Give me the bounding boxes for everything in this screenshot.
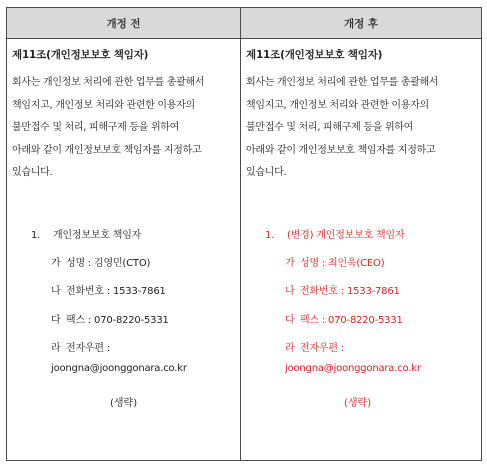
before-name-marker: 가 (51, 258, 61, 269)
before-phone-marker: 나 (51, 286, 61, 297)
before-para-line: 책임지고, 개인정보 처리와 관련한 이용자의 (12, 99, 195, 111)
after-article-title: 제11조(개인정보보호 책임자) (246, 49, 383, 61)
table-content-row (7, 39, 482, 461)
after-omitted: (생략) (344, 398, 372, 409)
before-para-line: 아래와 같이 개인정보보호 책임자를 지정하고 (12, 144, 202, 156)
table-header-row (7, 8, 482, 39)
before-item-number: 1. (31, 230, 41, 241)
after-fax: 팩스 : 070-8220-5331 (300, 315, 403, 326)
after-name-marker: 가 (285, 258, 295, 269)
after-para-line: 불만접수 및 처리, 피해구제 등을 위하여 (246, 122, 414, 133)
before-para-line: 불만접수 및 처리, 피해구제 등을 위하여 (12, 122, 180, 133)
before-phone: 전화번호 : 1533-7861 (66, 286, 166, 297)
after-paragraph (246, 72, 474, 185)
after-phone-line (285, 282, 400, 297)
before-omitted: (생략) (110, 398, 138, 409)
comparison-table (6, 7, 482, 461)
after-para-line: 아래와 같이 개인정보보호 책임자를 지정하고 (246, 144, 436, 156)
after-item-number: 1. (265, 230, 275, 241)
header-after: 개정 후 (241, 8, 482, 39)
after-email-label: 전자우편 : (300, 343, 344, 354)
before-name: 성명 : 김영민(CTO) (66, 258, 151, 269)
before-name-line (51, 254, 150, 269)
after-item-label: (변경) 개인정보보호 책임자 (287, 230, 405, 241)
after-email: joongna@joonggonara.co.kr (285, 363, 421, 374)
before-para-line: 회사는 개인정보 처리에 관한 업무를 총괄해서 (12, 77, 205, 88)
after-fax-line (285, 311, 403, 326)
before-list-item (31, 226, 141, 241)
after-email-marker: 라 (285, 343, 295, 354)
after-list-item (265, 226, 404, 241)
before-email-label-line (51, 339, 110, 354)
after-fax-marker: 다 (285, 315, 295, 326)
before-cell (7, 39, 241, 461)
after-name: 성명 : 최인욱(CEO) (300, 258, 385, 269)
after-para-line: 회사는 개인정보 처리에 관한 업무를 총괄해서 (246, 77, 439, 88)
before-article-title: 제11조(개인정보보호 책임자) (12, 49, 149, 61)
before-fax-line (51, 311, 169, 326)
after-email-label-line (285, 339, 344, 354)
after-para-line: 책임지고, 개인정보 처리와 관련한 이용자의 (246, 99, 429, 111)
after-cell (241, 39, 482, 461)
before-fax: 팩스 : 070-8220-5331 (66, 315, 169, 326)
before-email-label: 전자우편 : (66, 343, 110, 354)
before-fax-marker: 다 (51, 315, 61, 326)
before-phone-line (51, 282, 166, 297)
after-phone: 전화번호 : 1533-7861 (300, 286, 400, 297)
before-email: joongna@joonggonara.co.kr (51, 363, 187, 374)
after-name-line (285, 254, 384, 269)
after-para-line: 있습니다. (246, 167, 287, 178)
after-phone-marker: 나 (285, 286, 295, 297)
before-item-label: 개인정보보호 책임자 (53, 230, 142, 241)
before-paragraph (12, 72, 240, 185)
before-email-marker: 라 (51, 343, 61, 354)
header-before: 개정 전 (7, 8, 241, 39)
before-para-line: 있습니다. (12, 167, 53, 178)
